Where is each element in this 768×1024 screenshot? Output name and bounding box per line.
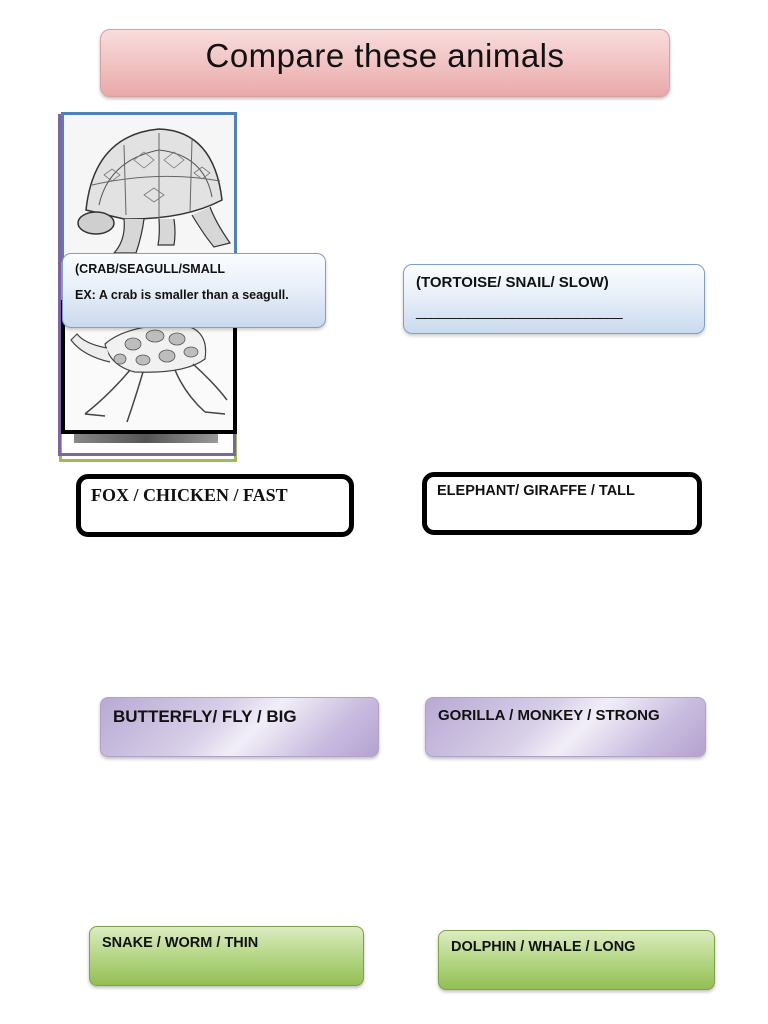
tortoise-image — [61, 112, 237, 262]
butterfly-prompt: BUTTERFLY/ FLY / BIG — [113, 707, 297, 726]
butterfly-fly-box — [100, 697, 379, 757]
fox-chicken-box — [76, 474, 354, 537]
crab-prompt: (CRAB/SEAGULL/SMALL — [75, 262, 225, 276]
elephant-giraffe-box — [422, 472, 702, 535]
image-divider — [74, 434, 218, 443]
tortoise-snail-box — [403, 264, 705, 334]
crab-example: EX: A crab is smaller than a seagull. — [75, 288, 289, 302]
dolphin-prompt: DOLPHIN / WHALE / LONG — [451, 939, 636, 955]
dolphin-whale-box — [438, 930, 715, 990]
page-title: Compare these animals — [100, 29, 670, 97]
gorilla-monkey-box — [425, 697, 706, 757]
snake-worm-box — [89, 926, 364, 986]
snake-prompt: SNAKE / WORM / THIN — [102, 935, 259, 951]
crab-seagull-box — [62, 253, 326, 328]
tortoise-answer-line[interactable]: ____________________________ — [416, 303, 622, 320]
fox-prompt: FOX / CHICKEN / FAST — [91, 485, 288, 505]
tortoise-prompt: (TORTOISE/ SNAIL/ SLOW) — [416, 274, 609, 291]
tortoise-icon — [64, 115, 234, 259]
elephant-prompt: ELEPHANT/ GIRAFFE / TALL — [437, 483, 635, 499]
gorilla-prompt: GORILLA / MONKEY / STRONG — [438, 707, 660, 724]
